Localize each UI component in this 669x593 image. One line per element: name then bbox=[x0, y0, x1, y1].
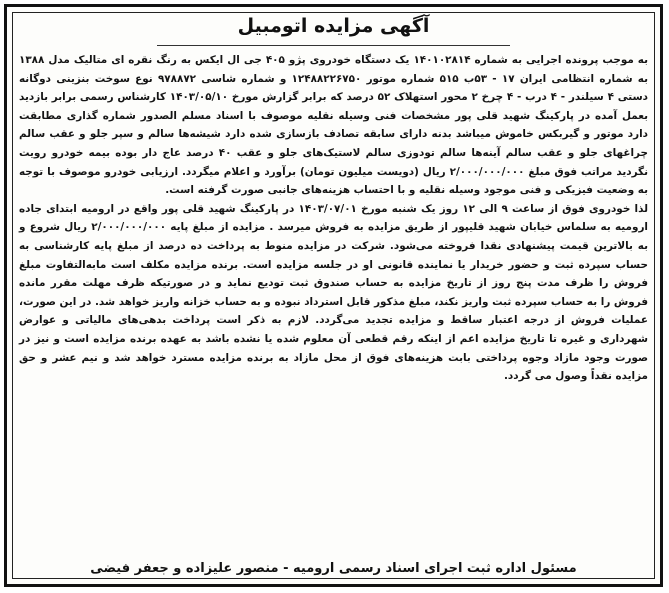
notice-body bbox=[19, 51, 648, 386]
notice-paragraph-vehicle-details: به موجب پرونده اجرایی به شماره ۱۴۰۱۰۲۸۱۴ یک دستگاه خودروی پژو ۴۰۵ جی ال ایکس به رنگ نقره ای متالیک مدل ۱۳۸۸ به شماره انتظامی ایران ۱۷ - ۵۳ب ۵۱۵ شماره موتور ۱۲۴۸۸۲۲۶۷۵۰ و شماره شاسی ۹۷۸۸۷۲ نوع سوخت بنزینی دوگانه دستی ۴ سیلندر - ۴ درب - ۴ چرخ ۲ محور استهلاک ۵۲ درصد که برابر گزارش مورخ ۱۴۰۳/۰۵/۱۰ کارشناس رسمی برابر بازدید بعمل آمده در پارکینگ شهید قلی پور مشخصات فنی وسیله نقلیه موصوف با اسناد مسلم الصدور شماره گذاری مطابقت دارد موتور و گیربکس خاموش میباشد بدنه دارای سابقه تصادف بازسازی شده دارد شیشه‌ها سالم و سپر جلو و عقب سالم چراغهای جلو و عقب سالم آینه‌ها سالم تودوزی سالم لاستیک‌های جلو و عقب ۴۰ درصد عاج دار بوده بیمه خودرو رویت نگردید مراتب فوق مبلغ ۲/۰۰۰/۰۰۰/۰۰۰ ریال (دویست میلیون تومان) برآورد و اعلام میگردد. ارزیابی خودرو موصوف با توجه به وضعیت فیزیکی و فنی موجود وسیله نقلیه و با احتساب هزینه‌های جانبی صورت گرفته است. bbox=[19, 54, 649, 197]
notice-paragraph-auction-terms: لذا خودروی فوق از ساعت ۹ الی ۱۲ روز یک شنبه مورخ ۱۴۰۳/۰۷/۰۱ در پارکینگ شهید قلی پور واقع در ارومیه ابتدای جاده ارومیه به سلماس خیابان شهید قلیپور از طریق مزایده به فروش میرسد . مزایده از مبلغ پایه ۲/۰۰۰/۰۰۰/۰۰۰ ریال شروع و به بالاترین قیمت پیشنهادی نقدا فروخته می‌شود. شرکت در مزایده منوط به پرداخت ده درصد از مبلغ پایه کارشناسی به حساب سپرده ثبت و حضور خریدار یا نماینده قانونی او در جلسه مزایده است. برنده مزایده مکلف است مابه‌التفاوت مبلغ فروش را ظرف مدت پنج روز از تاریخ مزایده به حساب صندوق ثبت تودیع نماید و در صورتیکه ظرف مهلت مقرر مانده فروش را به حساب سپرده ثبت واریز نکند، مبلغ مذکور قابل استرداد نبوده و به حساب خزانه واریز خواهد شد. در این صورت، عملیات فروش از درجه اعتبار ساقط و مزایده تجدید می‌گردد. لازم به ذکر است پرداخت بدهی‌های مالیاتی و عوارض شهرداری و غیره تا تاریخ مزایده اعم از اینکه رقم قطعی آن معلوم شده یا نشده باشد به عهده برنده مزایده است و نیز در صورت وجود مازاد وجوه پرداختی بابت هزینه‌های فوق از محل مازاد به برنده مزایده مسترد خواهد شد و نیم عشر و حق مزایده نقداً وصول می گردد. bbox=[19, 202, 648, 383]
auction-notice bbox=[4, 4, 663, 587]
notice-signature: مسئول اداره ثبت اجرای اسناد رسمی ارومیه - منصور علیزاده و جعفر فیضی bbox=[90, 561, 577, 576]
notice-title: آگهی مزایده اتومبیل bbox=[237, 15, 430, 37]
title-divider bbox=[157, 45, 510, 46]
